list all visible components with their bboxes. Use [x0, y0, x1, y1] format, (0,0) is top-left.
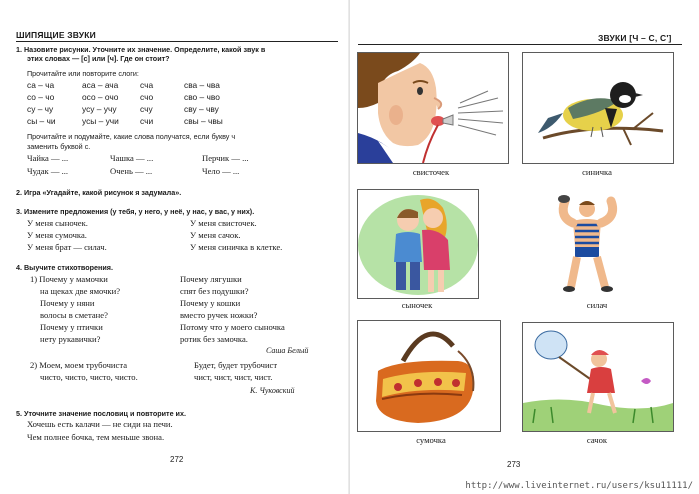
syllable-cell: усы – учи	[82, 116, 119, 126]
word-cell: Чудак — ...	[27, 166, 69, 176]
right-page-header: ЗВУКИ [Ч – С, С']	[598, 33, 672, 43]
right-page-number: 273	[507, 460, 521, 469]
poem-2-right-line: чист, чист, чист, чист.	[194, 372, 273, 382]
syllable-cell: свы – чвы	[184, 116, 223, 126]
poem-1-left-line: 1) Почему у мамочки	[30, 274, 108, 284]
syllable-cell: аса – ача	[82, 80, 119, 90]
poem-1-left-line: на щеках две ямочки?	[40, 286, 121, 296]
poem-2-author: К. Чуковский	[250, 386, 295, 395]
poem-1-right-line: спят без подушки?	[180, 286, 249, 296]
syllable-cell: су – чу	[27, 104, 54, 114]
caption-strongman: силач	[586, 300, 608, 310]
poem-1-left-line: Почему у птички	[40, 322, 103, 332]
titmouse-picture	[522, 52, 674, 164]
ex2-instruction: 2. Игра «Угадайте, какой рисунок я задумала».	[16, 188, 182, 197]
poem-1-right-line: ротик без замочка.	[180, 334, 248, 344]
handbag-picture	[357, 320, 501, 432]
word-cell: Очень — ...	[110, 166, 153, 176]
sentence-left: У меня сумочка.	[27, 230, 87, 240]
proverb-2: Чем полнее бочка, тем меньше звона.	[27, 432, 165, 442]
ex5-instruction: 5. Уточните значение пословиц и повторите их.	[16, 409, 186, 418]
ex1-instruction-line4: Прочитайте и подумайте, какие слова получатся, если букву ч	[27, 132, 236, 141]
left-page-number: 272	[170, 455, 184, 464]
syllable-cell: осо – очо	[82, 92, 119, 102]
poem-1-right-line: Почему у кошки	[180, 298, 241, 308]
word-cell: Чело — ...	[202, 166, 240, 176]
sentence-right: У меня сачок.	[190, 230, 241, 240]
syllable-cell: счу	[140, 104, 153, 114]
left-page-header: ШИПЯЩИЕ ЗВУКИ	[16, 30, 96, 40]
syllable-cell: сва – чва	[184, 80, 220, 90]
poem-1-author: Саша Белый	[266, 346, 309, 355]
caption-son: сыночек	[401, 300, 433, 310]
net-girl-picture	[522, 322, 674, 432]
sentence-left: У меня сыночек.	[27, 218, 88, 228]
syllable-cell: сча	[140, 80, 154, 90]
syllable-cell: сы – чи	[27, 116, 56, 126]
strongman-picture	[535, 195, 645, 295]
ex1-instruction-line5: заменить буквой с.	[27, 142, 91, 151]
word-cell: Чайка — ...	[27, 153, 69, 163]
ex1-instruction-line3: Прочитайте или повторите слоги:	[27, 69, 139, 78]
sentence-right: У меня свисточек.	[190, 218, 257, 228]
sentence-left: У меня брат — силач.	[27, 242, 107, 252]
word-cell: Чашка — ...	[110, 153, 154, 163]
syllable-cell: са – ча	[27, 80, 55, 90]
watermark-url: http://www.liveinternet.ru/users/ksu11111/	[465, 481, 693, 491]
syllable-cell: со – чо	[27, 92, 55, 102]
caption-titmouse: синичка	[582, 167, 612, 177]
syllable-cell: счо	[140, 92, 154, 102]
poem-2-right-line: Будет, будет трубочист	[194, 360, 278, 370]
caption-net: сачок	[586, 435, 608, 445]
ex4-instruction: 4. Выучите стихотворения.	[16, 263, 113, 272]
ex3-instruction: 3. Измените предложения (у тебя, у него, у неё, у нас, у вас, у них).	[16, 207, 255, 216]
ex1-instruction-line1: 1. Назовите рисунки. Уточните их значение. Определите, какой звук в	[16, 45, 266, 54]
son-picture	[357, 189, 479, 299]
poem-1-left-line: Почему у няни	[40, 298, 95, 308]
caption-whistle: свисточек	[412, 167, 450, 177]
left-header-rule	[16, 41, 338, 42]
syllable-cell: сво – чво	[184, 92, 220, 102]
book-fold	[348, 0, 350, 494]
syllable-cell: счи	[140, 116, 154, 126]
word-cell: Перчик — ...	[202, 153, 249, 163]
poem-2-left-line: 2) Моем, моем трубочиста	[30, 360, 128, 370]
poem-2-left-line: чисто, чисто, чисто, чисто.	[40, 372, 138, 382]
poem-1-left-line: волосы в сметане?	[40, 310, 108, 320]
syllable-cell: усу – учу	[82, 104, 117, 114]
poem-1-right-line: Потому что у моего сыночка	[180, 322, 285, 332]
poem-1-right-line: вместо ручек ножки?	[180, 310, 258, 320]
poem-1-right-line: Почему лягушки	[180, 274, 242, 284]
syllable-cell: сву – чву	[184, 104, 219, 114]
proverb-1: Хочешь есть калачи — не сиди на печи.	[27, 419, 173, 429]
right-header-rule	[358, 44, 682, 45]
sentence-right: У меня синичка в клетке.	[190, 242, 283, 252]
caption-handbag: сумочка	[416, 435, 446, 445]
ex1-instruction-line2: этих словах — [с] или [ч]. Где он стоит?	[27, 54, 170, 63]
whistle-boy-picture	[357, 52, 509, 164]
poem-1-left-line: нету рукавички?	[40, 334, 101, 344]
